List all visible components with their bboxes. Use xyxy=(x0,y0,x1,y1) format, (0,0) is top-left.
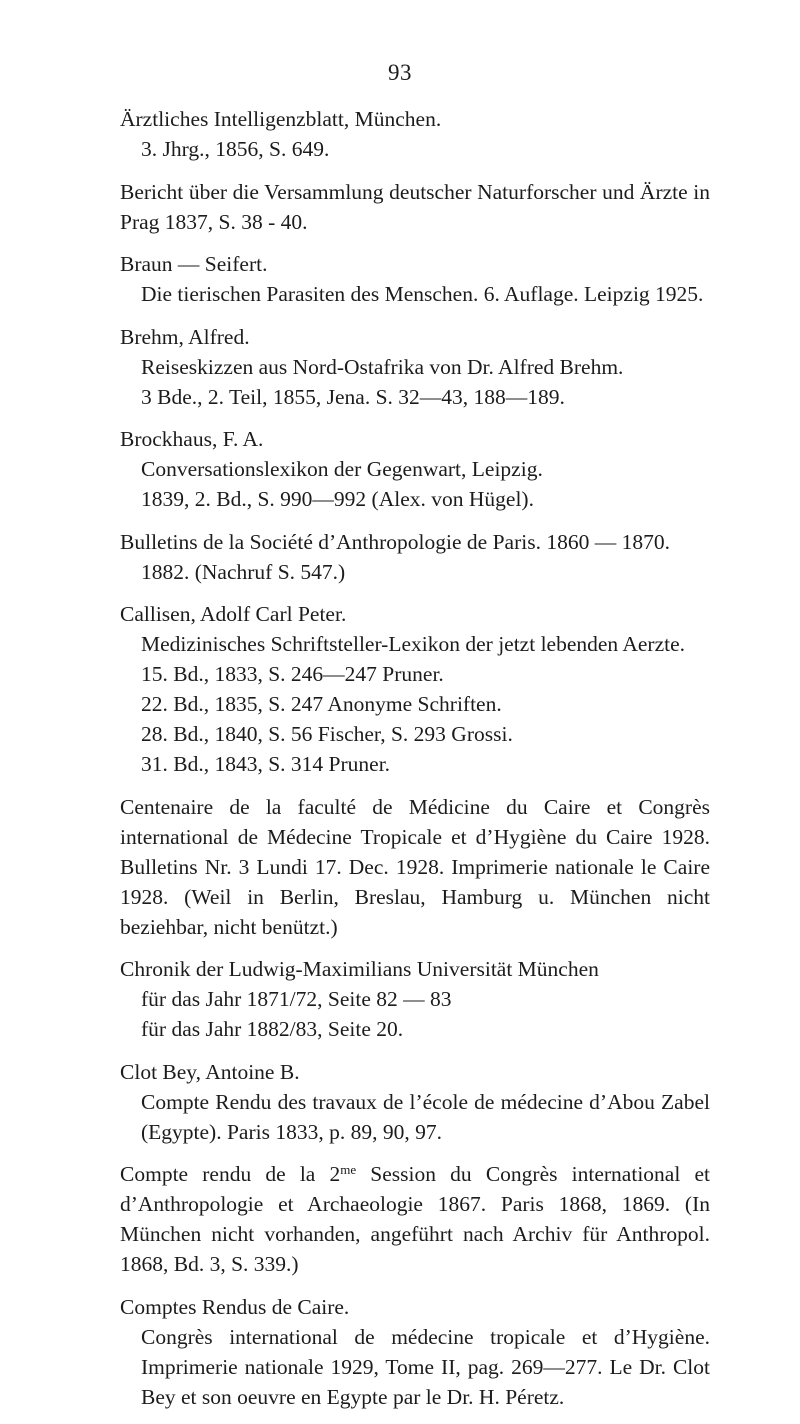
entry-line: 28. Bd., 1840, S. 56 Fischer, S. 293 Grossi. xyxy=(141,722,513,746)
entry-heading: Brockhaus, F. A. xyxy=(120,427,264,451)
entry-heading: Brehm, Alfred. xyxy=(120,324,250,349)
bibliography-entry xyxy=(120,249,710,309)
entry-heading: Callisen, Adolf Carl Peter. xyxy=(120,602,347,626)
bibliography-entry xyxy=(120,424,710,514)
entry-text: Compte Rendu des travaux de l’école de médecine d’Abou Zabel (Egypte). Paris 1833, p. 89, 90, 97. xyxy=(141,1089,710,1144)
bibliography-entry xyxy=(120,1057,710,1147)
bibliography-entry xyxy=(120,792,710,942)
bibliography-entry xyxy=(120,527,710,587)
entry-line: 15. Bd., 1833, S. 246—247 Pruner. xyxy=(141,662,444,686)
entry-heading: Bulletins de la Société d’Anthropologie de Paris. 1860 — 1870. xyxy=(120,529,670,554)
entry-line: Die tierischen Parasiten des Menschen. 6. Auflage. Leipzig 1925. xyxy=(141,282,704,306)
bibliography-list xyxy=(120,104,710,1424)
entry-line: Conversationslexikon der Gegenwart, Leipzig. xyxy=(141,457,543,481)
ordinal-superscript: me xyxy=(340,1162,357,1177)
bibliography-entry xyxy=(120,1159,710,1279)
entry-heading: Ärztliches Intelligenzblatt, München. xyxy=(120,107,442,131)
entry-heading: Comptes Rendus de Caire. xyxy=(120,1294,350,1319)
bibliography-entry xyxy=(120,954,710,1044)
entry-line: 31. Bd., 1843, S. 314 Pruner. xyxy=(141,752,391,776)
entry-line: Reiseskizzen aus Nord-Ostafrika von Dr. Alfred Brehm. xyxy=(141,354,624,379)
entry-line: für das Jahr 1882/83, Seite 20. xyxy=(141,1017,404,1041)
bibliography-entry xyxy=(120,104,710,164)
entry-heading: Clot Bey, Antoine B. xyxy=(120,1059,300,1084)
entry-text-start: Compte rendu de la 2 xyxy=(120,1162,341,1186)
entry-line: für das Jahr 1871/72, Seite 82 — 83 xyxy=(141,987,452,1011)
entry-line: 1839, 2. Bd., S. 990—992 (Alex. von Hügel). xyxy=(141,487,534,511)
entry-heading: Chronik der Ludwig-Maximilians Universität München xyxy=(120,957,599,981)
entry-text: Centenaire de la faculté de Médicine du Caire et Congrès international de Médecine Tropicale et d’Hygiène du Caire 1928. Bulletins Nr. 3 Lundi 17. Dec. 1928. Imprimerie nationale le Caire 1928. (Weil in Berlin, Breslau, Hamburg u. München nicht beziehbar, nicht benützt.) xyxy=(120,794,710,939)
entry-line: 1882. (Nachruf S. 547.) xyxy=(141,559,346,584)
entry-line: 3. Jhrg., 1856, S. 649. xyxy=(141,137,330,161)
entry-heading: Braun — Seifert. xyxy=(120,252,268,276)
entry-text-rest: Session du Congrès international et d’Anthropologie et Archaeologie 1867. Paris 1868, 1869. (In München nicht vorhanden, angeführt nach Archiv für Anthropol. 1868, Bd. 3, S. 339.) xyxy=(120,1162,710,1276)
entry-text: Congrès international de médecine tropicale et d’Hygiène. Imprimerie nationale 1929, Tome II, pag. 269—277. Le Dr. Clot Bey et son oeuvre en Egypte par le Dr. H. Péretz. xyxy=(141,1324,710,1409)
bibliography-entry xyxy=(120,177,710,237)
entry-line: 3 Bde., 2. Teil, 1855, Jena. S. 32—43, 188—189. xyxy=(141,384,565,409)
page-number: 93 xyxy=(388,60,412,85)
entry-line: Medizinisches Schriftsteller-Lexikon der jetzt lebenden Aerzte. xyxy=(141,632,686,656)
bibliography-entry xyxy=(120,1292,710,1412)
bibliography-entry xyxy=(120,599,710,779)
bibliography-entry xyxy=(120,322,710,412)
entry-text xyxy=(120,1159,710,1279)
entry-line: 22. Bd., 1835, S. 247 Anonyme Schriften. xyxy=(141,692,502,716)
entry-text: Bericht über die Versammlung deutscher Naturforscher und Ärzte in Prag 1837, S. 38 - 40. xyxy=(120,179,710,234)
